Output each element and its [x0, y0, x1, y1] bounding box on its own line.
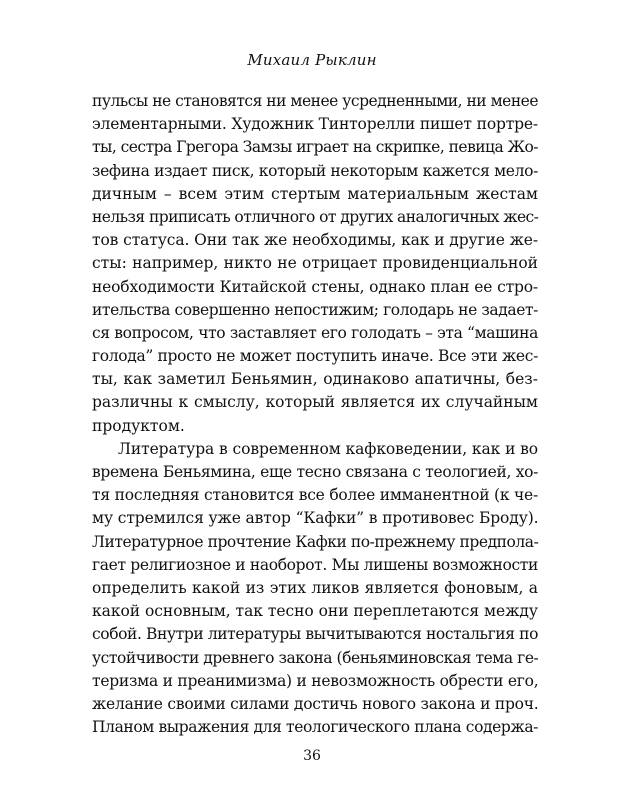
text-line: собой. Внутри литературы вычитываются ностальгия по [92, 625, 538, 644]
text-line: нельзя приписать отличного от других аналогичных жес- [92, 207, 539, 226]
text-line: ты, сестра Грегора Замзы играет на скрипке, певица Жо- [92, 138, 538, 157]
body-text [92, 90, 538, 739]
text-line: различны к смыслу, который является их случайным [92, 393, 538, 412]
text-line: устойчивости древнего закона (беньяминовская тема ге- [92, 648, 539, 667]
text-line: Литература в современном кафковедении, как и во [118, 439, 539, 458]
text-line: сты: например, никто не отрицает провиденциальной [92, 254, 538, 273]
text-line: голода” просто не может поступить иначе. Все эти жес- [92, 347, 538, 366]
page-number: 36 [303, 748, 321, 764]
text-line: определить какой из этих ликов является фоновым, а [92, 578, 538, 597]
text-line: желание своими силами достичь нового закона и проч. [92, 694, 539, 713]
text-line: гает религиозное и наоборот. Мы лишены возможности [92, 555, 538, 574]
text-line: му стремился уже автор “Кафки” в противовес Броду). [92, 509, 539, 528]
text-line: продуктом. [92, 416, 185, 435]
text-line: тя последняя становится все более имманентной (к че- [92, 486, 538, 505]
text-line: ся вопросом, что заставляет его голодать – эта “машина [92, 323, 538, 342]
text-line: ты, как заметил Беньямин, одинаково апатичны, без- [92, 370, 538, 389]
text-line: пульсы не становятся ни менее усредненными, ни менее [92, 92, 538, 110]
text-line: элементарными. Художник Тинторелли пишет портре- [92, 115, 538, 134]
text-line: Планом выражения для теологического плана содержа- [92, 718, 538, 737]
text-line: Литературное прочтение Кафки по-прежнему предпола- [92, 532, 539, 551]
text-line: ительства совершенно непостижим; голодарь не задает- [92, 300, 538, 319]
text-line: какой основным, так тесно они переплетаются между [92, 602, 538, 621]
text-line: дичным – всем этим стертым материальным жестам [92, 184, 538, 203]
text-line: зефина издает писк, который некоторым кажется мело- [92, 161, 538, 180]
text-line: необходимости Китайской стены, однако план ее стро- [92, 277, 538, 296]
text-line: времена Беньямина, еще тесно связана с теологией, хо- [92, 463, 538, 481]
text-line: тов статуса. Они так же необходимы, как и другие же- [92, 231, 538, 250]
running-head: Михаил Рыклин [247, 51, 377, 69]
text-line: теризма и преанимизма) и невозможность обрести его, [92, 671, 539, 690]
